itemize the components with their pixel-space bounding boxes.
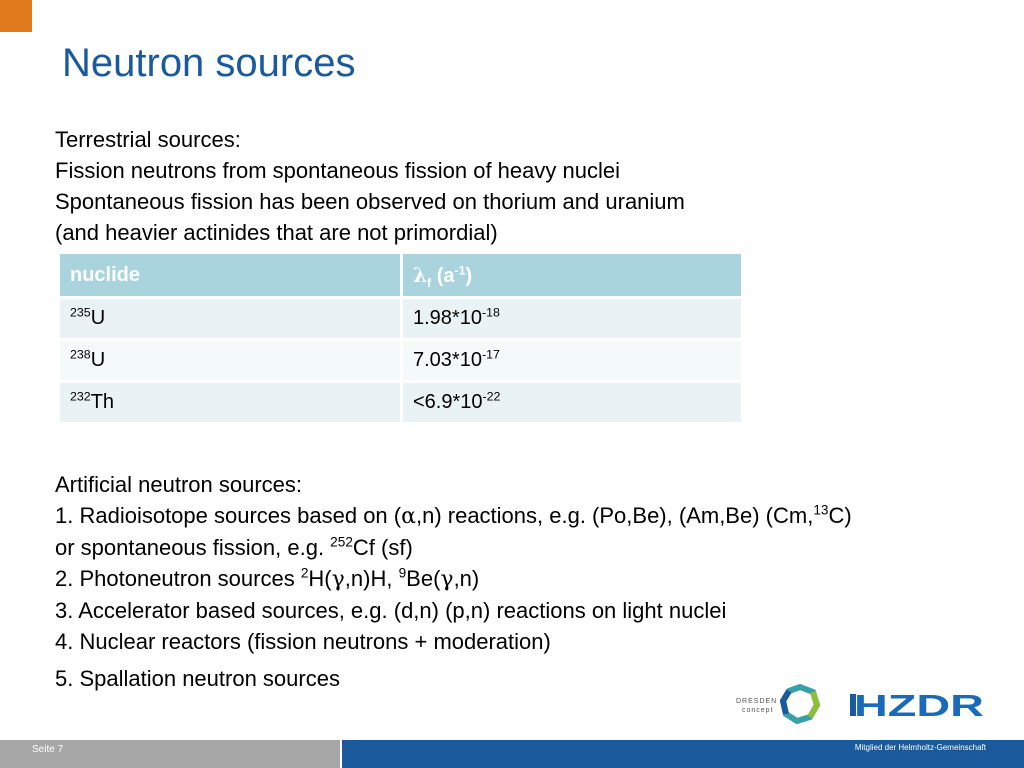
table-row	[60, 382, 743, 424]
rate-cell	[402, 340, 743, 382]
dresden-ring-icon	[780, 684, 820, 724]
intro-line: Terrestrial sources:	[55, 127, 241, 152]
mass-number: 9	[398, 565, 407, 581]
slide-title: Neutron sources	[62, 41, 356, 85]
unit-close: )	[465, 264, 473, 287]
mass-number: 238	[70, 347, 91, 362]
mass-number: 2	[300, 565, 309, 581]
footer-page-bar	[0, 740, 340, 768]
hzdr-logo	[850, 690, 986, 720]
artificial-item-3: 3. Accelerator based sources, e.g. (d,n) (p,n) reactions on light nuclei	[55, 598, 727, 623]
artificial-heading: Artificial neutron sources:	[55, 472, 302, 497]
text-run: Be(	[406, 566, 441, 591]
element-symbol: Th	[90, 391, 115, 413]
text-run: or spontaneous fission, e.g.	[55, 535, 331, 560]
text-run: C)	[828, 503, 852, 528]
text-run: ,n)H,	[344, 566, 399, 591]
unit-open: (a	[431, 264, 455, 287]
intro-text	[55, 124, 685, 248]
text-run: Cf (sf)	[352, 535, 413, 560]
lambda-subscript: f	[427, 275, 432, 290]
nuclide-cell	[60, 298, 402, 340]
rate-mantissa: <6.9*10	[413, 391, 483, 413]
artificial-item-5: 5. Spallation neutron sources	[55, 666, 340, 691]
dresden-logo-line: concept	[742, 707, 774, 714]
rate-cell	[402, 298, 743, 340]
mass-number: 252	[330, 534, 353, 550]
rate-cell	[402, 382, 743, 424]
dresden-logo-line: DRESDEN	[736, 698, 778, 705]
text-run: ,n)	[453, 566, 480, 591]
mass-number: 235	[70, 305, 91, 320]
hzdr-logo-text: HZDR	[854, 690, 984, 720]
text-run: 1. Radioisotope sources based on (	[55, 503, 402, 528]
rate-exponent: -17	[481, 347, 500, 362]
header-nuclide: nuclide	[60, 254, 402, 298]
element-symbol: U	[90, 307, 106, 329]
rate-exponent: -22	[482, 389, 501, 404]
alpha-symbol: α	[401, 504, 416, 529]
artificial-item-1b	[55, 532, 852, 563]
table-header-row	[60, 254, 743, 298]
footer-brand-bar	[342, 740, 1024, 768]
page-number: Seite 7	[32, 744, 64, 755]
text-run: H(	[308, 566, 332, 591]
fission-rate-table	[60, 254, 744, 425]
artificial-item-2	[55, 563, 852, 595]
artificial-sources-text	[55, 469, 852, 694]
unit-exponent: -1	[454, 262, 466, 277]
mass-number: 232	[70, 389, 91, 404]
text-run: 2. Photoneutron sources	[55, 566, 301, 591]
dresden-logo-text	[736, 697, 777, 715]
intro-line: Fission neutrons from spontaneous fission of heavy nuclei	[55, 158, 620, 183]
mass-number: 13	[813, 502, 829, 518]
text-run: ,n) reactions, e.g. (Po,Be), (Am,Be) (Cm,	[415, 503, 814, 528]
corner-accent	[0, 0, 32, 32]
helmholtz-membership: Mitglied der Helmholtz-Gemeinschaft	[854, 743, 986, 752]
nuclide-cell	[60, 340, 402, 382]
table-row	[60, 340, 743, 382]
lambda-symbol: λ	[413, 262, 428, 287]
nuclide-cell	[60, 382, 402, 424]
rate-exponent: -18	[481, 305, 500, 320]
gamma-symbol: γ	[331, 567, 345, 592]
dresden-concept-logo	[736, 684, 820, 724]
artificial-item-1	[55, 500, 852, 532]
rate-mantissa: 1.98*10	[413, 307, 482, 329]
table-row	[60, 298, 743, 340]
intro-line: Spontaneous fission has been observed on thorium and uranium	[55, 189, 685, 214]
rate-mantissa: 7.03*10	[413, 349, 482, 371]
header-lambda	[402, 254, 743, 298]
intro-line: (and heavier actinides that are not primordial)	[55, 220, 498, 245]
element-symbol: U	[90, 349, 106, 371]
artificial-item-4: 4. Nuclear reactors (fission neutrons + moderation)	[55, 629, 551, 654]
gamma-symbol: γ	[440, 567, 454, 592]
